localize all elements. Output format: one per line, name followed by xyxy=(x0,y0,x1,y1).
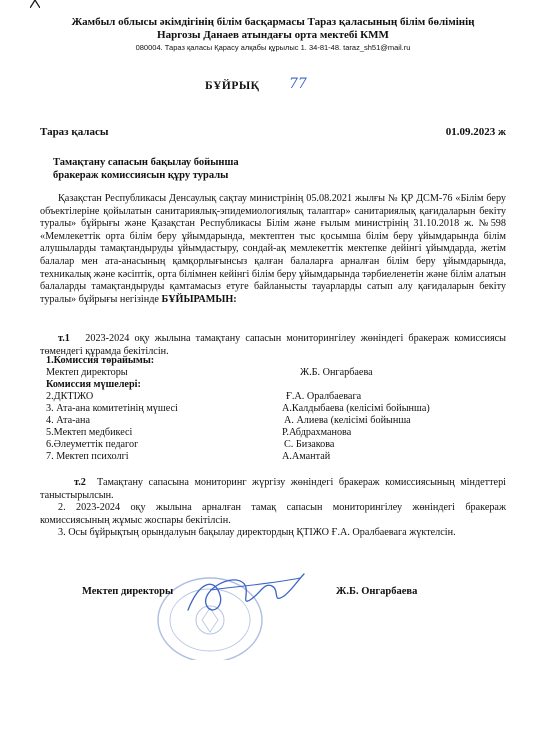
members-label: Комиссия мүшелері: xyxy=(46,379,141,390)
clause-2 xyxy=(40,477,506,502)
clause-1-label: т.1 xyxy=(58,333,70,344)
member-name: А.Калдыбаева (келісімі бойынша) xyxy=(282,403,430,414)
clause-2-text: Тамақтану сапасына мониторинг жүргізу жөніндегі бракераж комиссиясының міндеттері таныстырылсын. xyxy=(40,477,507,501)
header-line-1: Жамбыл облысы әкімдігінің білім басқармасы Тараз қаласының білім бөлімінің xyxy=(71,16,475,28)
intro-text: Қазақстан Республикасы Денсаулық сақтау министрінің 05.08.2021 жылғы № ҚР ДСМ-76 «Білім беру объектілеріне қойылатын санитариялық-эпидемиологиялық талаптар» санитариялық қағидаларын бекіту туралы» бұйрығы және Қазақстан Республикасы Білім және ғылым министрінің 31.10.2018 ж. №598 «Мемлекеттік орта білім беру ұйымдарында, мектептен тыс қосымша білім беру ұйымдарында білім алушыларды тамақтандыруды ұйымдастыру, сондай-ақ мемлекеттік мектепке дейінгі ұйымдарда, жетім балалар мен ата-анасының қамқорлығынсыз қалған балаларға арналған білім беру ұйымдарында, техникалық және кәсіптік, орта білімнен кейінгі білім беру ұйымдарында тәрбиеленетін және білім алатын балаларды тамақтандыруды қамтамасыз етуге байланысты тауарларды сатып алу қағидаларын бекіту туралы» бұйрығы негізінде xyxy=(40,193,506,305)
member-role: 7. Мектеп психолгі xyxy=(46,451,129,462)
intro-order-word: БҰЙЫРАМЫН: xyxy=(161,293,237,305)
document-number: 77 xyxy=(289,76,307,92)
intro-paragraph xyxy=(40,193,506,306)
corner-mark-icon xyxy=(30,0,40,8)
chair-name: Ж.Б. Онгарбаева xyxy=(300,367,373,378)
clause-2-label: т.2 xyxy=(74,477,86,488)
document-title: БҰЙРЫҚ xyxy=(205,80,260,92)
clause-1-text: 2023-2024 оқу жылына тамақтану сапасын мониторингілеу жөніндегі бракераж комиссиясы төмендегі құрамда бекітілсін. xyxy=(40,333,506,357)
subject-line-1: Тамақтану сапасын бақылау бойынша xyxy=(53,157,239,168)
signature-name: Ж.Б. Онгарбаева xyxy=(336,586,418,597)
member-name: А.Амантай xyxy=(282,451,331,462)
clause-4: 3. Осы бұйрықтың орындалуын бақылау директордың ҚТІЖО Ғ.А. Оралбаевага жүктелсін. xyxy=(58,527,456,538)
signature-title: Мектеп директоры xyxy=(82,586,174,597)
chair-role: Мектеп директоры xyxy=(46,367,128,378)
clause-3: 2. 2023-2024 оқу жылына арналған тамақ сапасын мониторингілеу жөніндегі бракераж комиссиясының жұмыс жоспары бекітілсін. xyxy=(40,502,506,526)
header-line-2: Наргозы Данаев атындағы орта мектебі КММ xyxy=(157,29,389,41)
document-city: Тараз қаласы xyxy=(40,126,109,138)
header-address: 080004. Тараз қаласы Қарасу алқабы құрылыс 1. 34-81-48. taraz_sh51@mail.ru xyxy=(135,43,411,52)
member-name: Ғ.А. Оралбаевага xyxy=(286,391,362,402)
chair-label: 1.Комиссия төрайымы: xyxy=(46,355,155,366)
document-date: 01.09.2023 ж xyxy=(445,126,506,138)
member-role: 4. Ата-ана xyxy=(46,415,91,426)
member-role: 5.Мектеп медбикесі xyxy=(46,427,133,438)
member-name: Р.Абдрахманова xyxy=(282,427,352,438)
subject-line-2: бракераж комиссиясын құру туралы xyxy=(53,170,229,181)
document-subject xyxy=(53,156,239,182)
member-name: А. Алиева (келісімі бойынша xyxy=(284,415,411,426)
member-role: 6.Әлеуметтік педагог xyxy=(46,439,139,450)
member-name: С. Бизакова xyxy=(284,439,335,450)
member-role: 3. Ата-ана комитетінің мүшесі xyxy=(46,403,178,414)
handwritten-signature-icon xyxy=(180,560,310,630)
member-role: 2.ДКТІЖО xyxy=(46,391,94,402)
